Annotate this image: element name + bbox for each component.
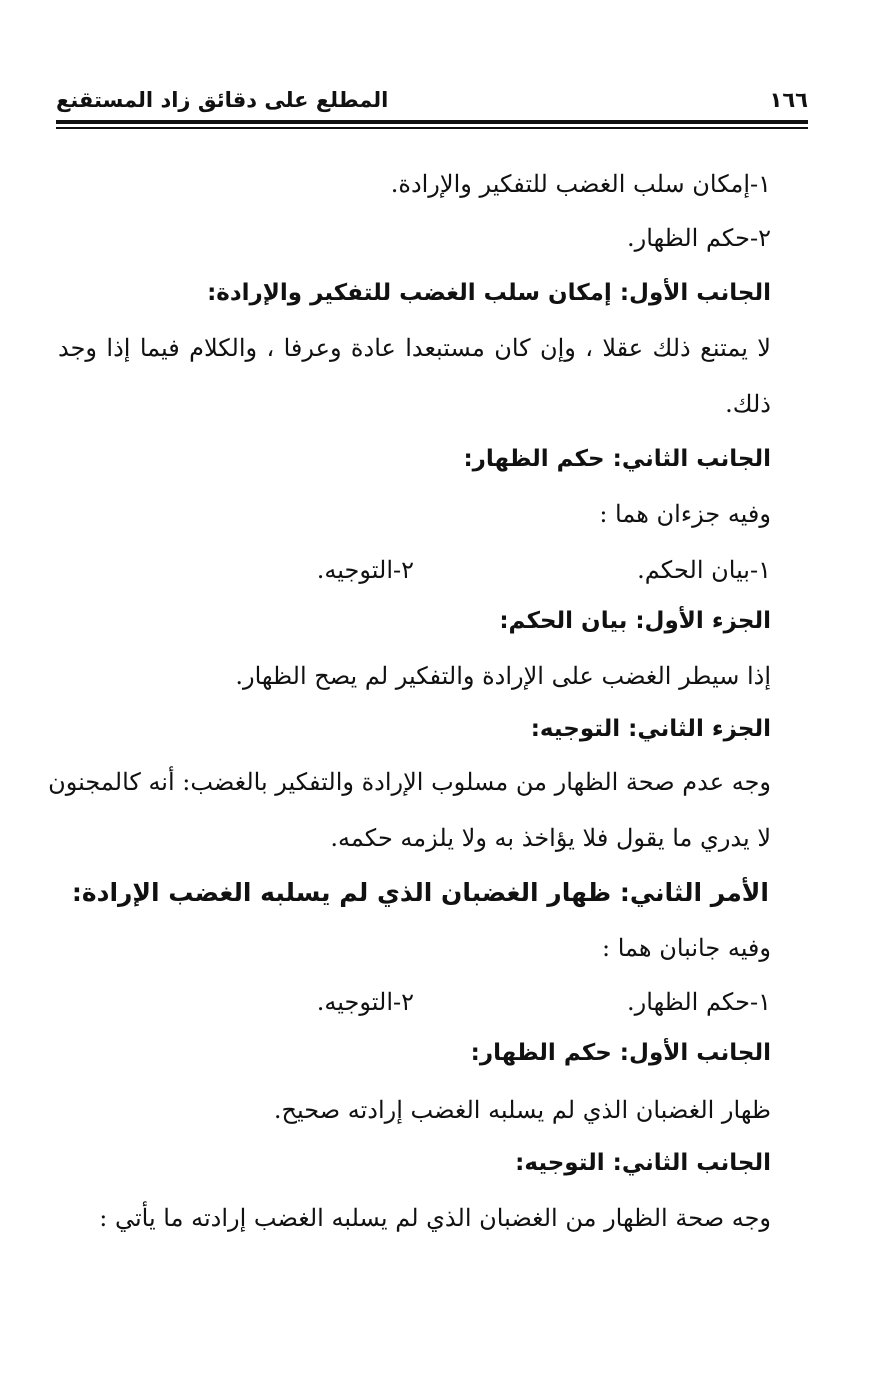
section-heading: الجزء الأول: بيان الحكم: — [499, 608, 771, 634]
book-title: المطلع على دقائق زاد المستقنع — [56, 88, 389, 112]
list-item: ٢-التوجيه. — [316, 556, 414, 584]
paragraph-line: ذلك. — [725, 390, 771, 418]
running-header — [56, 88, 808, 118]
list-item: ٢-التوجيه. — [316, 988, 414, 1016]
section-heading: الجانب الثاني: حكم الظهار: — [463, 446, 771, 472]
major-heading: الأمر الثاني: ظهار الغضبان الذي لم يسلبه الغضب الإرادة: — [71, 878, 769, 907]
paragraph-line: وجه صحة الظهار من الغضبان الذي لم يسلبه الغضب إرادته ما يأتي : — [99, 1204, 771, 1232]
list-item: ١-إمكان سلب الغضب للتفكير والإرادة. — [390, 170, 771, 198]
paragraph-line: ظهار الغضبان الذي لم يسلبه الغضب إرادته صحيح. — [273, 1096, 771, 1124]
page-number: ١٦٦ — [769, 88, 808, 112]
paragraph-line: وفيه جزءان هما : — [599, 500, 771, 528]
section-heading: الجانب الأول: حكم الظهار: — [470, 1040, 771, 1066]
header-rule-thick — [56, 120, 808, 124]
paragraph-line: إذا سيطر الغضب على الإرادة والتفكير لم يصح الظهار. — [235, 662, 771, 690]
section-heading: الجانب الأول: إمكان سلب الغضب للتفكير والإرادة: — [207, 280, 771, 306]
section-heading: الجزء الثاني: التوجيه: — [530, 716, 771, 742]
list-item: ٢-حكم الظهار. — [627, 224, 771, 252]
list-item: ١-بيان الحكم. — [637, 556, 771, 584]
paragraph-line: لا يمتنع ذلك عقلا ، وإن كان مستبعدا عادة وعرفا ، والكلام فيما إذا وجد — [58, 334, 771, 362]
paragraph-line: وفيه جانبان هما : — [602, 934, 771, 962]
header-rule-thin — [56, 127, 808, 129]
paragraph-line: لا يدري ما يقول فلا يؤاخذ به ولا يلزمه حكمه. — [330, 824, 771, 852]
section-heading: الجانب الثاني: التوجيه: — [515, 1150, 771, 1176]
list-item: ١-حكم الظهار. — [627, 988, 771, 1016]
paragraph-line: وجه عدم صحة الظهار من مسلوب الإرادة والتفكير بالغضب: أنه كالمجنون — [48, 768, 771, 796]
